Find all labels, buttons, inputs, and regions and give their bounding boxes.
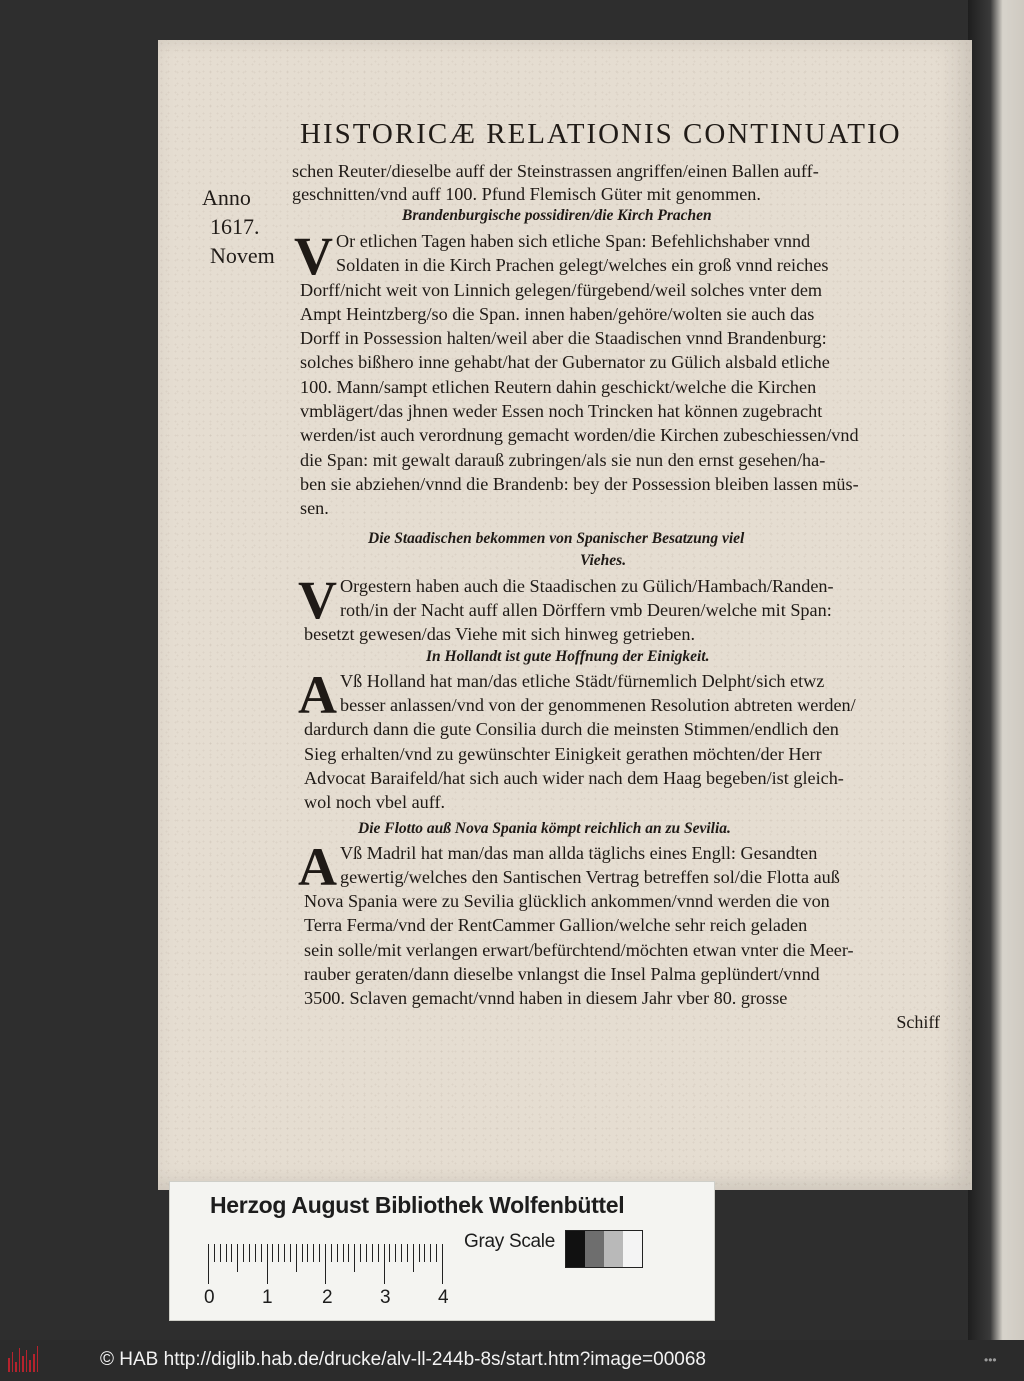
text-line: Orgestern haben auch die Staadischen zu Gülich/Hambach/Randen- [340, 576, 834, 596]
status-bar [0, 1340, 1024, 1381]
library-name: Herzog August Bibliothek Wolfenbüttel [210, 1192, 625, 1218]
ruler-tick [307, 1244, 308, 1262]
ruler-tick [337, 1244, 338, 1262]
ruler-tick [430, 1244, 431, 1262]
book-edge-shadow [968, 0, 1024, 1340]
ruler-label: 3 [380, 1287, 391, 1308]
ruler-label: 2 [322, 1287, 333, 1308]
ruler-tick [237, 1244, 238, 1272]
text-line: besetzt gewesen/das Viehe mit sich hinweg getrieben. [304, 624, 695, 644]
text-line: Dorff in Possession halten/weil aber die Staadischen vnnd Brandenburg: [300, 328, 827, 348]
margin-note-year: 1617. [210, 214, 260, 239]
ruler-tick [243, 1244, 244, 1262]
ruler-tick [220, 1244, 221, 1262]
ruler-tick [325, 1244, 326, 1284]
text-line: Advocat Baraifeld/hat sich auch wider nach dem Haag begeben/ist gleich- [304, 768, 844, 788]
text-line: Terra Ferma/vnd der RentCammer Gallion/welche sehr reich geladen [304, 915, 808, 935]
ruler-tick [366, 1244, 367, 1262]
section-heading: Die Staadischen bekommen von Spanischer Besatzung viel [368, 530, 745, 547]
section-heading: Brandenburgische possidiren/die Kirch Prachen [402, 207, 712, 224]
text-line: Vß Holland hat man/das etliche Städt/fürnemlich Delpht/sich etwz [340, 671, 825, 691]
ruler-tick [401, 1244, 402, 1262]
text-line: wol noch vbel auff. [304, 792, 446, 812]
gray-swatch [604, 1231, 623, 1267]
gray-scale-label: Gray Scale [464, 1231, 555, 1252]
text-line: die Span: mit gewalt darauß zubringen/als sie nun den ernst gesehen/ha- [300, 450, 826, 470]
ruler-tick [372, 1244, 373, 1262]
ruler-tick [296, 1244, 297, 1272]
ruler-tick [261, 1244, 262, 1262]
ruler-tick [302, 1244, 303, 1262]
initial-letter: A [298, 837, 337, 897]
ruler-tick [331, 1244, 332, 1262]
ruler-tick [343, 1244, 344, 1262]
gray-scale-swatches [565, 1230, 643, 1268]
text-line: sein solle/mit verlangen erwart/befürchtend/möchten etwan vnter die Meer- [304, 940, 854, 960]
ruler-label: 4 [438, 1287, 449, 1308]
menu-dots-icon[interactable]: ••• [984, 1353, 997, 1367]
ruler-tick [424, 1244, 425, 1262]
ruler-scale [208, 1244, 460, 1284]
text-line: ben sie abziehen/vnnd die Brandenb: bey der Possession bleiben lassen müs- [300, 474, 859, 494]
catchword: Schiff [896, 1012, 940, 1032]
copyright-url-text: © HAB http://diglib.hab.de/drucke/alv-ll-244b-8s/start.htm?image=00068 [100, 1349, 706, 1370]
ruler-tick [226, 1244, 227, 1262]
ruler-tick [278, 1244, 279, 1262]
ruler-tick [313, 1244, 314, 1262]
ruler-tick [272, 1244, 273, 1262]
text-line: solches bißhero inne gehabt/hat der Gubernator zu Gülich alsbald etliche [300, 352, 830, 372]
ruler-tick [214, 1244, 215, 1262]
text-line: Ampt Heintzberg/so die Span. innen haben/gehöre/wolten sie auch das [300, 304, 815, 324]
ruler-tick [255, 1244, 256, 1262]
ruler-tick [284, 1244, 285, 1262]
gray-swatch [566, 1231, 585, 1267]
ruler-tick [407, 1244, 408, 1262]
initial-letter: A [298, 665, 337, 725]
text-line: 100. Mann/sampt etlichen Reutern dahin geschickt/welche die Kirchen [300, 377, 817, 397]
text-line: Dorff/nicht weit von Linnich gelegen/fürgebend/weil solches vnter dem [300, 280, 823, 300]
ruler-tick [419, 1244, 420, 1262]
hab-logo-icon [8, 1346, 38, 1372]
initial-letter: V [294, 226, 333, 286]
ruler-tick [231, 1244, 232, 1262]
ruler-tick [290, 1244, 291, 1262]
text-line: Sieg erhalten/vnd zu gewünschter Einigkeit gerathen möchten/der Herr [304, 744, 822, 764]
ruler-tick [395, 1244, 396, 1262]
ruler-tick [413, 1244, 414, 1272]
ruler-tick [384, 1244, 385, 1284]
ruler-tick [442, 1244, 443, 1284]
text-line: Or etlichen Tagen haben sich etliche Span: Befehlichshaber vnnd [336, 231, 811, 251]
ruler-tick [249, 1244, 250, 1262]
text-line: dardurch dann die gute Consilia durch die meinsten Stimmen/endlich den [304, 719, 839, 739]
text-line: rauber geraten/dann dieselbe vnlangst die Insel Palma geplündert/vnnd [304, 964, 820, 984]
ruler-tick [360, 1244, 361, 1262]
ruler-tick [267, 1244, 268, 1284]
text-line: schen Reuter/dieselbe auff der Steinstrassen angriffen/einen Ballen auff- [292, 161, 819, 181]
ruler-label: 0 [204, 1287, 215, 1308]
color-calibration-bar [170, 1182, 714, 1320]
margin-note-month: Novem [210, 243, 275, 268]
ruler-tick [354, 1244, 355, 1272]
text-line: gewertig/welches den Santischen Vertrag betreffen sol/die Flotta auß [340, 867, 840, 887]
running-head: HISTORICÆ RELATIONIS CONTINUATIO [300, 118, 902, 150]
text-line: geschnitten/vnd auff 100. Pfund Flemisch Güter mit genommen. [292, 184, 761, 204]
ruler-tick [436, 1244, 437, 1262]
ruler-tick [389, 1244, 390, 1262]
text-line: roth/in der Nacht auff allen Dörffern vmb Deuren/welche mit Span: [340, 600, 832, 620]
text-line: vmblägert/das jhnen weder Essen noch Trincken hat können zugebracht [300, 401, 823, 421]
text-line: besser anlassen/vnd von der genommenen Resolution abtreten werden/ [340, 695, 856, 715]
section-heading: Die Flotto auß Nova Spania kömpt reichlich an zu Sevilia. [358, 820, 731, 837]
ruler-tick [208, 1244, 209, 1284]
ruler-tick [319, 1244, 320, 1262]
section-heading-continued: Viehes. [580, 552, 627, 569]
gray-swatch [585, 1231, 604, 1267]
text-line: Vß Madril hat man/das man allda täglichs eines Engll: Gesandten [340, 843, 818, 863]
text-line: werden/ist auch verordnung gemacht worden/die Kirchen zubeschiessen/vnd [300, 425, 859, 445]
text-line: Nova Spania were zu Sevilia glücklich ankommen/vnnd werden die von [304, 891, 830, 911]
margin-note-anno: Anno [202, 185, 251, 210]
text-line: 3500. Sclaven gemacht/vnnd haben in diesem Jahr vber 80. grosse [304, 988, 788, 1008]
text-line: Soldaten in die Kirch Prachen gelegt/welches ein groß vnnd reiches [336, 255, 829, 275]
section-heading: In Hollandt ist gute Hoffnung der Einigkeit. [426, 648, 710, 665]
ruler-tick [348, 1244, 349, 1262]
text-line: sen. [300, 498, 329, 518]
initial-letter: V [298, 570, 337, 630]
gray-swatch [623, 1231, 642, 1267]
ruler-label: 1 [262, 1287, 273, 1308]
ruler-tick [378, 1244, 379, 1262]
